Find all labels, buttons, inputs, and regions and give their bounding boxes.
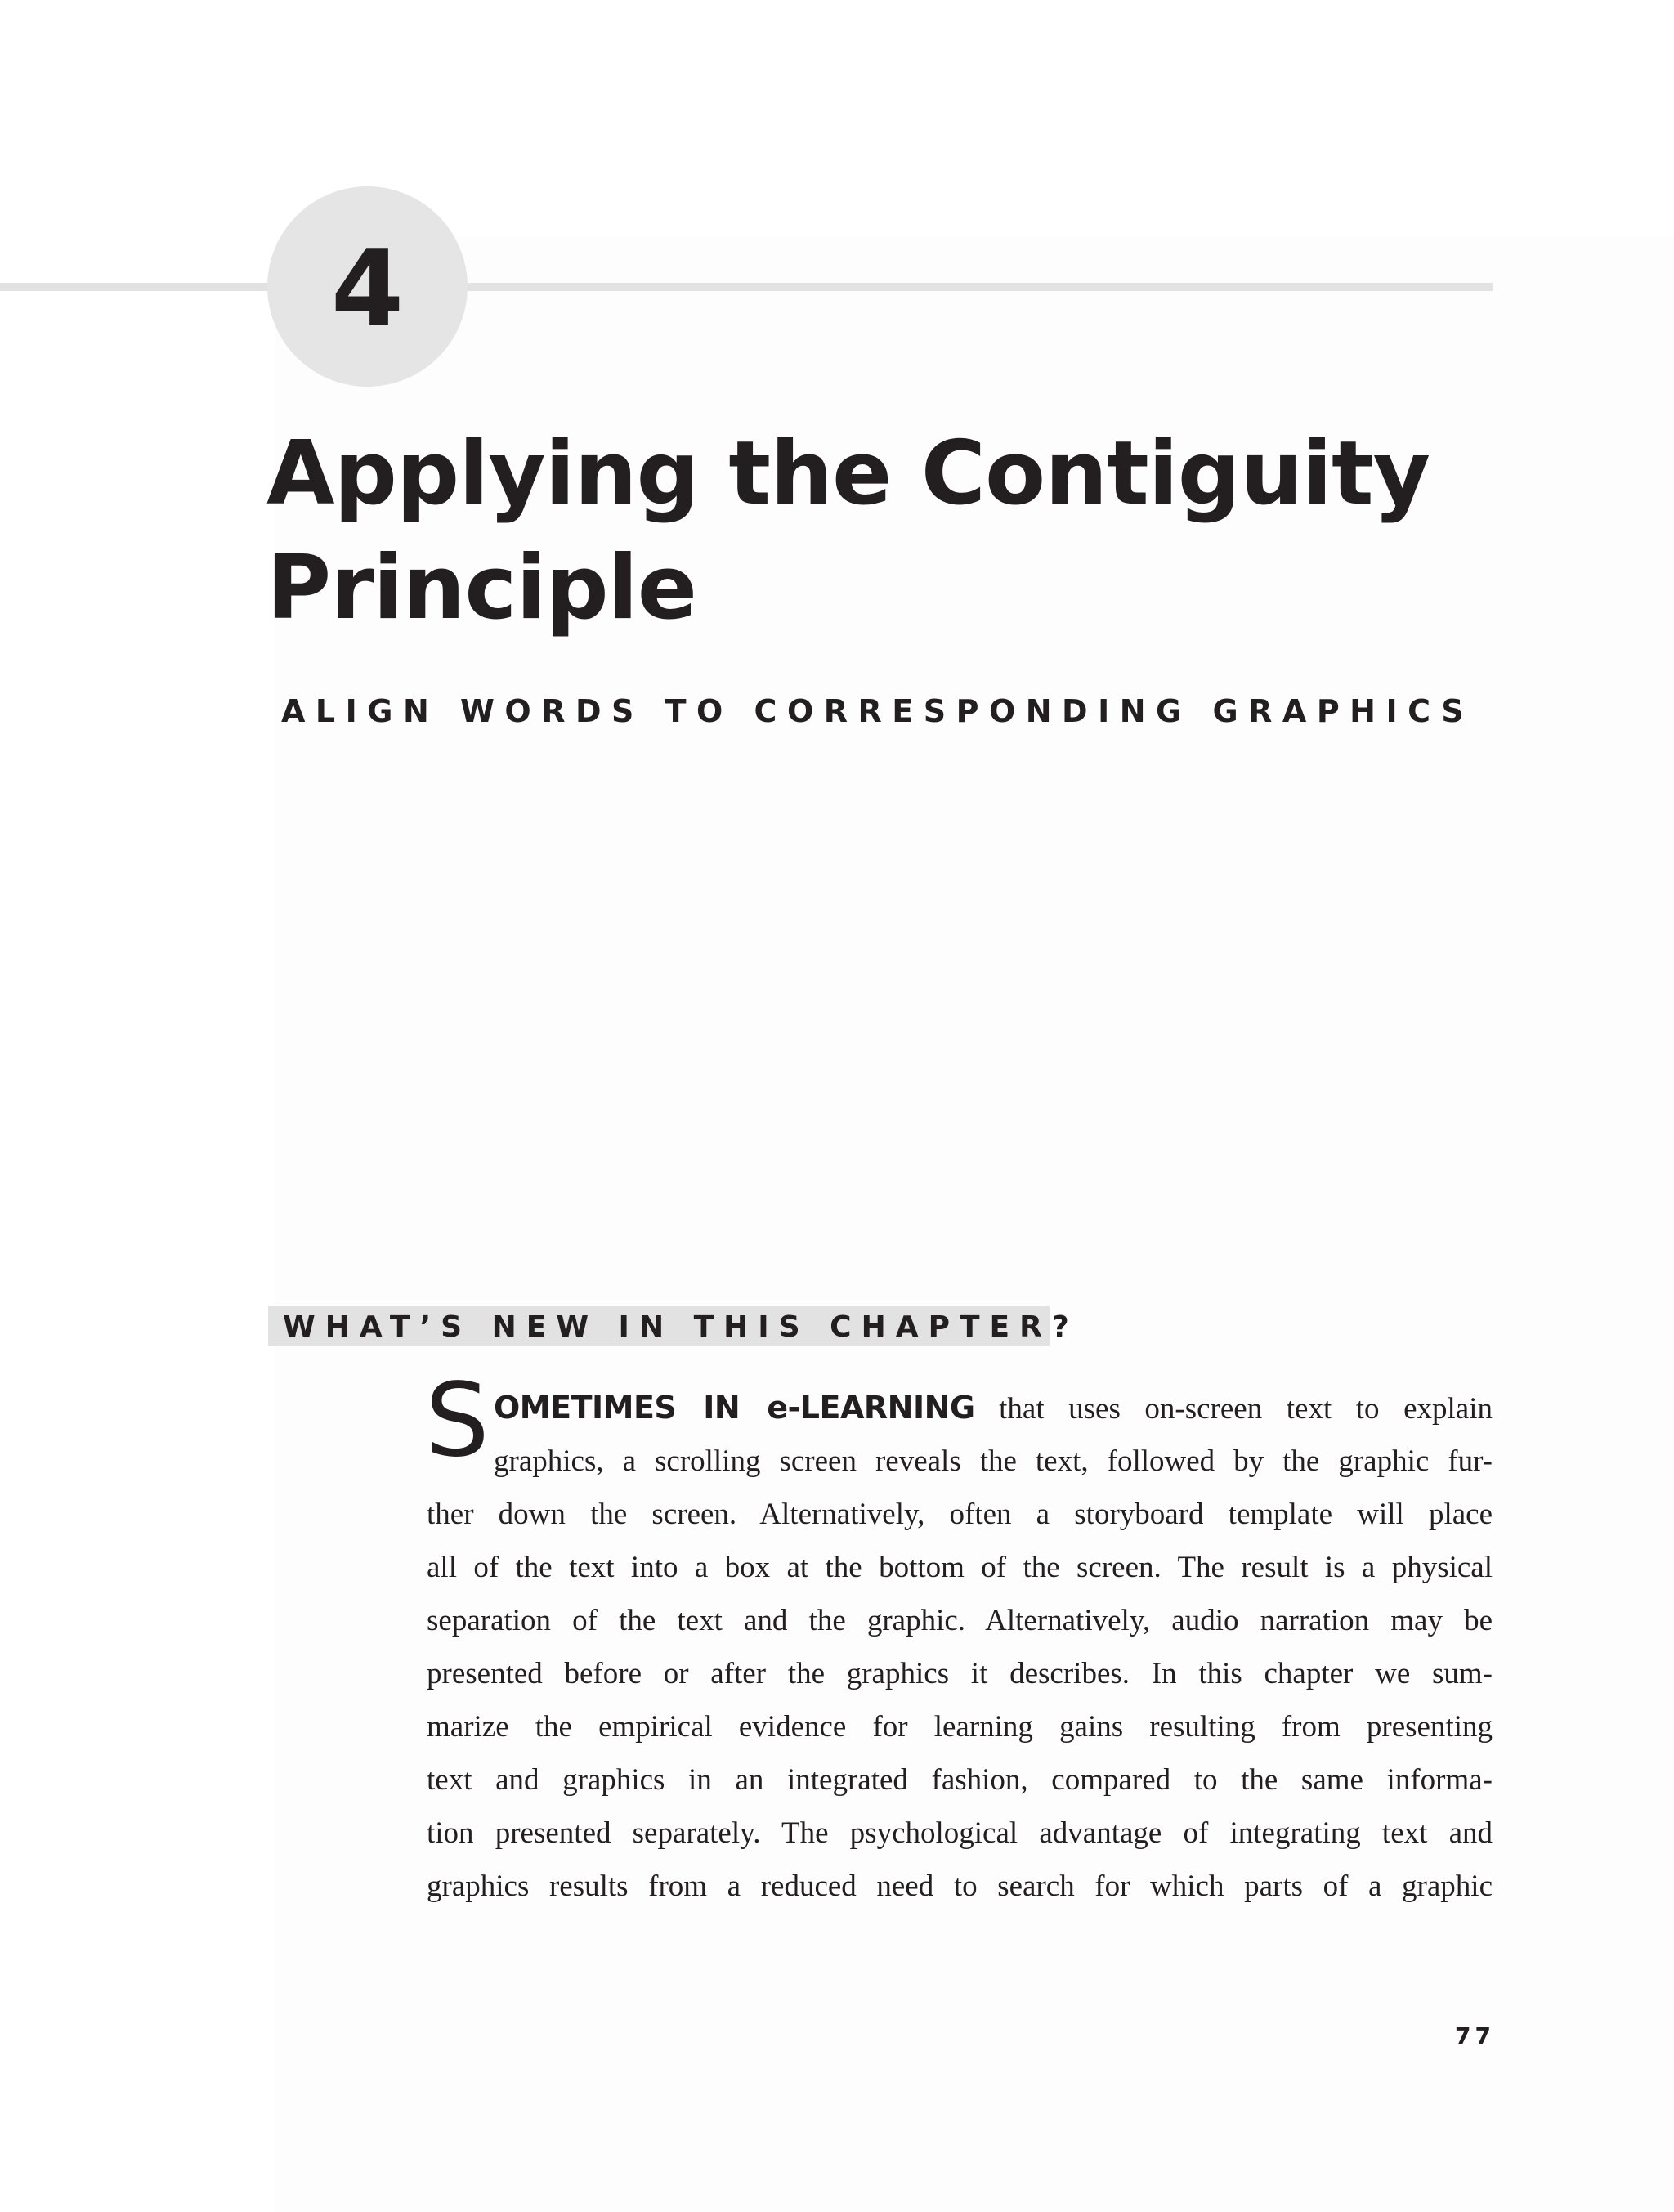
- body-line-8: text and graphics in an integrated fashion, compared to the same informa-: [427, 1763, 1493, 1797]
- chapter-rule: [0, 283, 1493, 291]
- chapter-subtitle: ALIGN WORDS TO CORRESPONDING GRAPHICS: [281, 693, 1475, 729]
- chapter-title: [266, 417, 1493, 646]
- body-line-3: ther down the screen. Alternatively, often a storyboard template will place: [427, 1498, 1493, 1531]
- body-line-10: graphics results from a reduced need to search for which parts of a graphic: [427, 1869, 1493, 1903]
- page-number: 77: [1455, 2022, 1495, 2049]
- lead-in-caps: OMETIMES IN e-LEARNING: [494, 1390, 975, 1426]
- section-heading: WHAT’S NEW IN THIS CHAPTER?: [268, 1306, 1050, 1346]
- first-line-text: that uses on-screen text to explain: [999, 1392, 1493, 1426]
- drop-cap: S: [425, 1362, 490, 1480]
- chapter-number: 4: [330, 227, 405, 350]
- body-paragraph: [427, 1381, 1493, 1913]
- chapter-title-line-2: Principle: [266, 537, 696, 639]
- body-line-6: presented before or after the graphics it describes. In this chapter we sum-: [427, 1657, 1493, 1690]
- chapter-number-badge: [267, 186, 468, 387]
- body-line-4: all of the text into a box at the bottom of the screen. The result is a physical: [427, 1551, 1493, 1584]
- body-line-7: marize the empirical evidence for learning gains resulting from presenting: [427, 1710, 1493, 1744]
- body-line-9: tion presented separately. The psychological advantage of integrating text and: [427, 1816, 1493, 1850]
- chapter-title-line-1: Applying the Contiguity: [266, 423, 1430, 525]
- body-line-1: [427, 1381, 1493, 1435]
- body-line-2: graphics, a scrolling screen reveals the text, followed by the graphic fur-: [494, 1444, 1493, 1478]
- body-line-5: separation of the text and the graphic. Alternatively, audio narration may be: [427, 1604, 1493, 1637]
